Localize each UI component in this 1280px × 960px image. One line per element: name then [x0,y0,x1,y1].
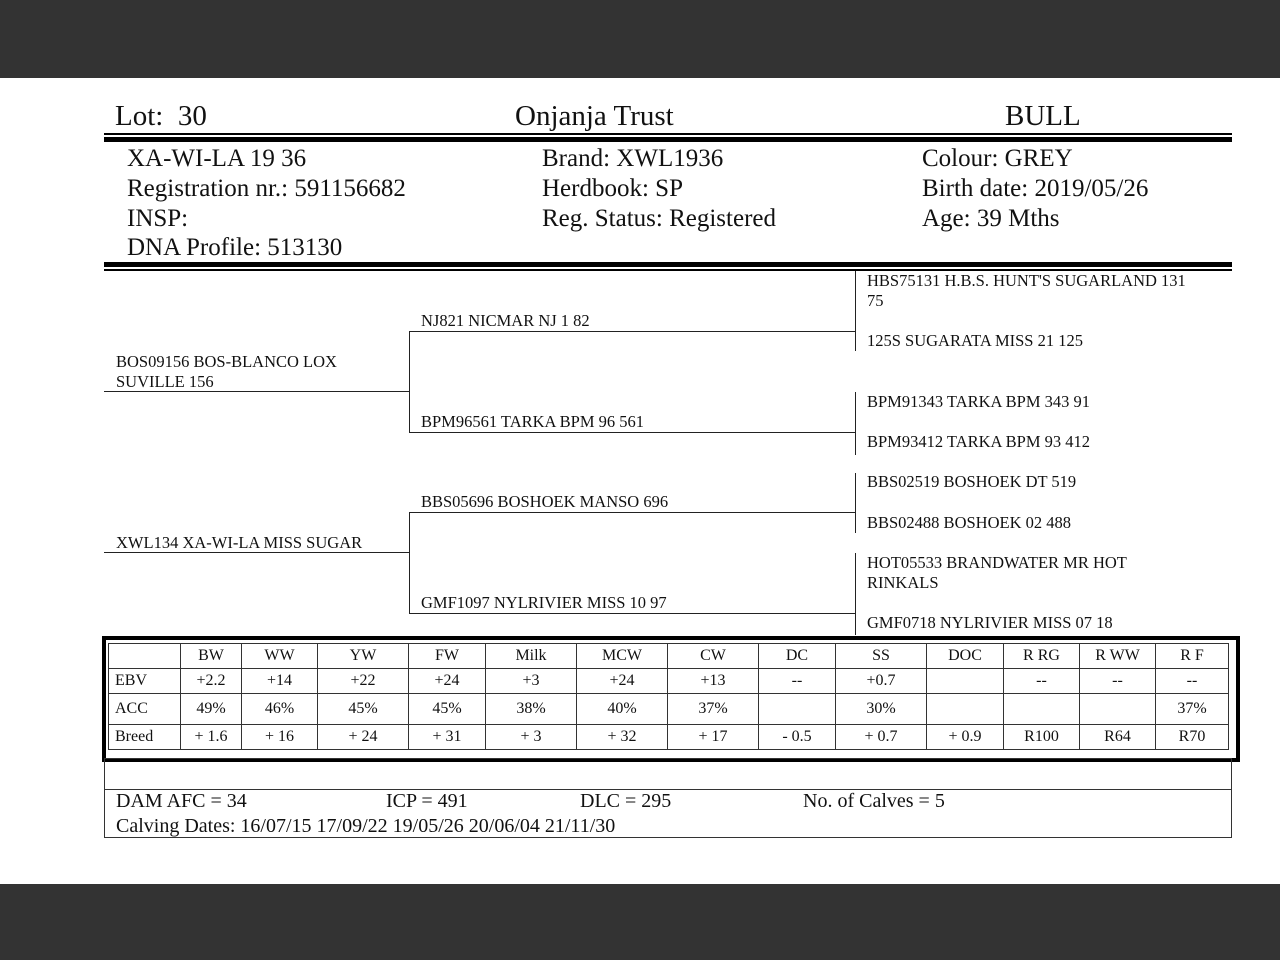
ebv-cell [759,694,836,725]
calves-count: No. of Calves = 5 [803,790,945,812]
great-grandparent-2: 125S SUGARATA MISS 21 125 [867,331,1083,350]
pedigree-connector-sire [409,331,410,432]
reg-status-field: Reg. Status: Registered [542,205,776,232]
sire-name-line1: BOS09156 BOS-BLANCO LOX [116,352,337,371]
ebv-cell: -- [759,669,836,694]
ebv-table [108,643,1229,750]
ebv-cell [927,694,1004,725]
pedigree-connector-gg3 [855,473,856,533]
ebv-cell: + 31 [409,725,486,750]
ebv-cell: + 0.7 [836,725,927,750]
great-grandparent-1-line1: HBS75131 H.B.S. HUNT'S SUGARLAND 131 [867,271,1186,290]
ebv-cell: + 17 [668,725,759,750]
ebv-cell: +2.2 [181,669,242,694]
ebv-column-header: R WW [1080,644,1156,669]
top-dark-band [0,0,1280,78]
pedigree-line-dam-sire [409,512,855,513]
sire-sire-name: NJ821 NICMAR NJ 1 82 [421,311,590,330]
icp-value: ICP = 491 [386,790,468,812]
ebv-cell: + 1.6 [181,725,242,750]
ebv-cell: -- [1080,669,1156,694]
great-grandparent-1 [867,271,1186,311]
ebv-cell: 37% [668,694,759,725]
ebv-cell: EBV [109,669,181,694]
ebv-cell: 45% [318,694,409,725]
ebv-row-header [109,644,1229,669]
ebv-column-header: SS [836,644,927,669]
pedigree-connector-gg4 [855,553,856,635]
great-grandparent-1-line2: 75 [867,291,884,310]
ebv-cell: 46% [242,694,318,725]
great-grandparent-7-line2: RINKALS [867,573,939,592]
great-grandparent-6: BBS02488 BOSHOEK 02 488 [867,513,1071,532]
ebv-cell: -- [1004,669,1080,694]
pedigree-line-sire-dam [409,432,855,433]
ebv-column-header: R RG [1004,644,1080,669]
ebv-cell: + 3 [486,725,577,750]
pedigree-line-dam-dam [409,613,855,614]
ebv-column-header: YW [318,644,409,669]
ebv-cell: + 16 [242,725,318,750]
bottom-dark-band [0,884,1280,960]
registration-number: Registration nr.: 591156682 [127,175,406,202]
pedigree-line-sire-sire [409,331,855,332]
ebv-cell: Breed [109,725,181,750]
ebv-cell: + 0.9 [927,725,1004,750]
ebv-row-breed [109,725,1229,750]
ebv-cell: 37% [1156,694,1229,725]
ebv-column-header: WW [242,644,318,669]
ebv-cell: + 24 [318,725,409,750]
ebv-cell: 40% [577,694,668,725]
great-grandparent-8: GMF0718 NYLRIVIER MISS 07 18 [867,613,1113,632]
insp-field: INSP: [127,205,189,232]
sire-name [116,352,337,392]
animal-name: XA-WI-LA 19 36 [127,145,307,172]
ebv-column-header: DC [759,644,836,669]
owner-name: Onjanja Trust [515,100,674,132]
ebv-cell: R70 [1156,725,1229,750]
ebv-cell: +24 [577,669,668,694]
header-rule-thick [104,137,1232,142]
ebv-cell: ACC [109,694,181,725]
ebv-cell: -- [1156,669,1229,694]
ebv-column-header: R F [1156,644,1229,669]
herdbook-field: Herdbook: SP [542,175,683,202]
ebv-cell: 49% [181,694,242,725]
dam-sire-name: BBS05696 BOSHOEK MANSO 696 [421,492,669,511]
dam-afc: DAM AFC = 34 [116,790,247,812]
birth-date-field: Birth date: 2019/05/26 [922,175,1149,202]
ebv-cell: 45% [409,694,486,725]
animal-sex: BULL [1005,100,1081,132]
ebv-column-header [109,644,181,669]
ebv-cell: +0.7 [836,669,927,694]
great-grandparent-4: BPM93412 TARKA BPM 93 412 [867,432,1091,451]
info-rule-thick [104,262,1232,267]
dam-dam-name: GMF1097 NYLRIVIER MISS 10 97 [421,593,667,612]
ebv-cell: - 0.5 [759,725,836,750]
dam-name: XWL134 XA-WI-LA MISS SUGAR [116,533,363,552]
great-grandparent-3: BPM91343 TARKA BPM 343 91 [867,392,1091,411]
ebv-row-ebv [109,669,1229,694]
dlc-value: DLC = 295 [580,790,672,812]
great-grandparent-5: BBS02519 BOSHOEK DT 519 [867,472,1077,491]
ebv-column-header: DOC [927,644,1004,669]
ebv-cell: 30% [836,694,927,725]
ebv-cell [1080,694,1156,725]
pedigree-connector-gg2 [855,392,856,455]
great-grandparent-7-line1: HOT05533 BRANDWATER MR HOT [867,553,1127,572]
ebv-column-header: FW [409,644,486,669]
ebv-cell: R100 [1004,725,1080,750]
ebv-cell: +14 [242,669,318,694]
calving-dates: Calving Dates: 16/07/15 17/09/22 19/05/26 20/06/04 21/11/30 [116,815,616,837]
ebv-column-header: Milk [486,644,577,669]
pedigree-connector-dam [409,512,410,613]
sire-dam-name: BPM96561 TARKA BPM 96 561 [421,412,645,431]
ebv-cell: +24 [409,669,486,694]
ebv-cell [1004,694,1080,725]
dna-profile: DNA Profile: 513130 [127,234,343,261]
lot-number: 30 [177,100,207,132]
great-grandparent-7 [867,553,1127,593]
colour-field: Colour: GREY [922,145,1073,172]
ebv-cell: R64 [1080,725,1156,750]
brand-field: Brand: XWL1936 [542,145,724,172]
ebv-column-header: MCW [577,644,668,669]
lot-label [115,100,207,133]
ebv-cell [927,669,1004,694]
ebv-cell: +22 [318,669,409,694]
ebv-cell: +13 [668,669,759,694]
pedigree-connector-gg1 [855,271,856,351]
ebv-column-header: BW [181,644,242,669]
age-field: Age: 39 Mths [922,205,1060,232]
ebv-row-acc [109,694,1229,725]
ebv-cell: +3 [486,669,577,694]
ebv-cell: 38% [486,694,577,725]
lot-label-text: Lot: [115,100,164,132]
sire-name-line2: SUVILLE 156 [116,372,214,391]
ebv-cell: + 32 [577,725,668,750]
ebv-column-header: CW [668,644,759,669]
header-rule-thin [104,133,1232,135]
